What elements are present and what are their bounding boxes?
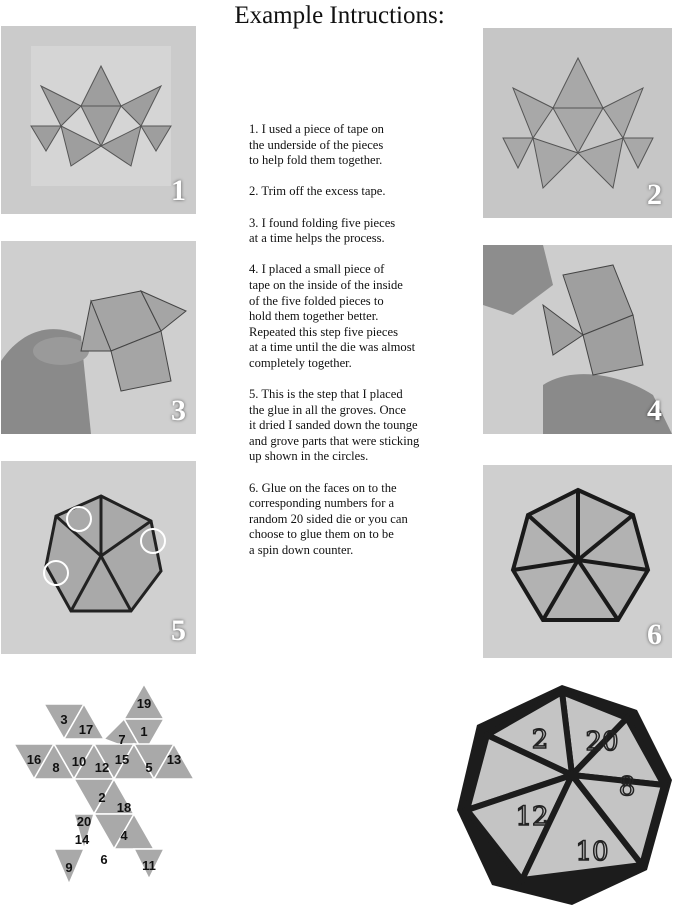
net-number: 15 [114,752,130,767]
step-4-photo [483,245,672,434]
trimmed-net-image [483,28,672,218]
net-number: 1 [140,724,148,739]
die-number: 12 [515,802,549,832]
step-number: 1 [171,174,186,207]
net-number: 14 [74,832,90,847]
finished-die-image [483,465,672,658]
step-2-text: 2. Trim off the excess tape. [249,184,386,199]
step-3-text: 3. I found folding five pieces at a time helps the process. [249,215,396,246]
step-number: 6 [647,618,662,651]
step-6-text: 6. Glue on the faces on to the corresponding numbers for a random 20 sided die or you can choose to glue them on to be a spin down counter. [249,480,408,558]
step-number: 4 [647,394,662,427]
step-5-photo [1,461,196,654]
die-number: 10 [575,837,609,867]
step-1-text: 1. I used a piece of tape on the underside of the pieces to help fold them together. [249,122,384,168]
folding-hand-image [1,241,196,434]
net-number: 3 [60,712,68,727]
page-title: Example Intructions: [234,2,445,29]
step-number: 5 [171,614,186,647]
net-number: 12 [94,760,110,775]
glued-die-image [1,461,196,654]
d20-net-diagram [4,664,200,894]
die-number: 8 [618,772,636,802]
net-number: 20 [76,814,92,829]
taping-hand-image [483,245,672,434]
net-number: 19 [136,696,152,711]
instructions-text [249,122,459,574]
step-5-text: 5. This is the step that I placed the glue in all the groves. Once it dried I sanded down the tounge and grove parts that were sticking up shown in the circles. [249,387,420,464]
finished-d20-photo [452,680,678,910]
step-number: 2 [647,178,662,211]
net-number: 5 [145,760,153,775]
die-number: 20 [585,727,619,757]
net-number: 6 [100,852,108,867]
net-number: 16 [26,752,42,767]
net-number: 13 [166,752,182,767]
step-number: 3 [171,394,186,427]
step-6-photo [483,465,672,658]
step-2-photo [483,28,672,218]
net-number: 10 [71,754,87,769]
step-3-photo [1,241,196,434]
net-number: 2 [98,790,106,805]
flat-net-image [1,26,196,214]
die-number: 2 [531,725,549,755]
net-number: 8 [52,760,60,775]
net-number: 17 [78,722,94,737]
net-number: 4 [120,828,128,843]
net-number: 7 [118,732,126,747]
net-number: 9 [65,860,73,875]
net-number: 18 [116,800,132,815]
net-number: 11 [142,858,156,873]
step-1-photo [1,26,196,214]
step-4-text: 4. I placed a small piece of tape on the inside of the inside of the five folded pieces to hold them together better. Repeated this step five pieces at a time until the die was almost completely together. [249,262,416,370]
